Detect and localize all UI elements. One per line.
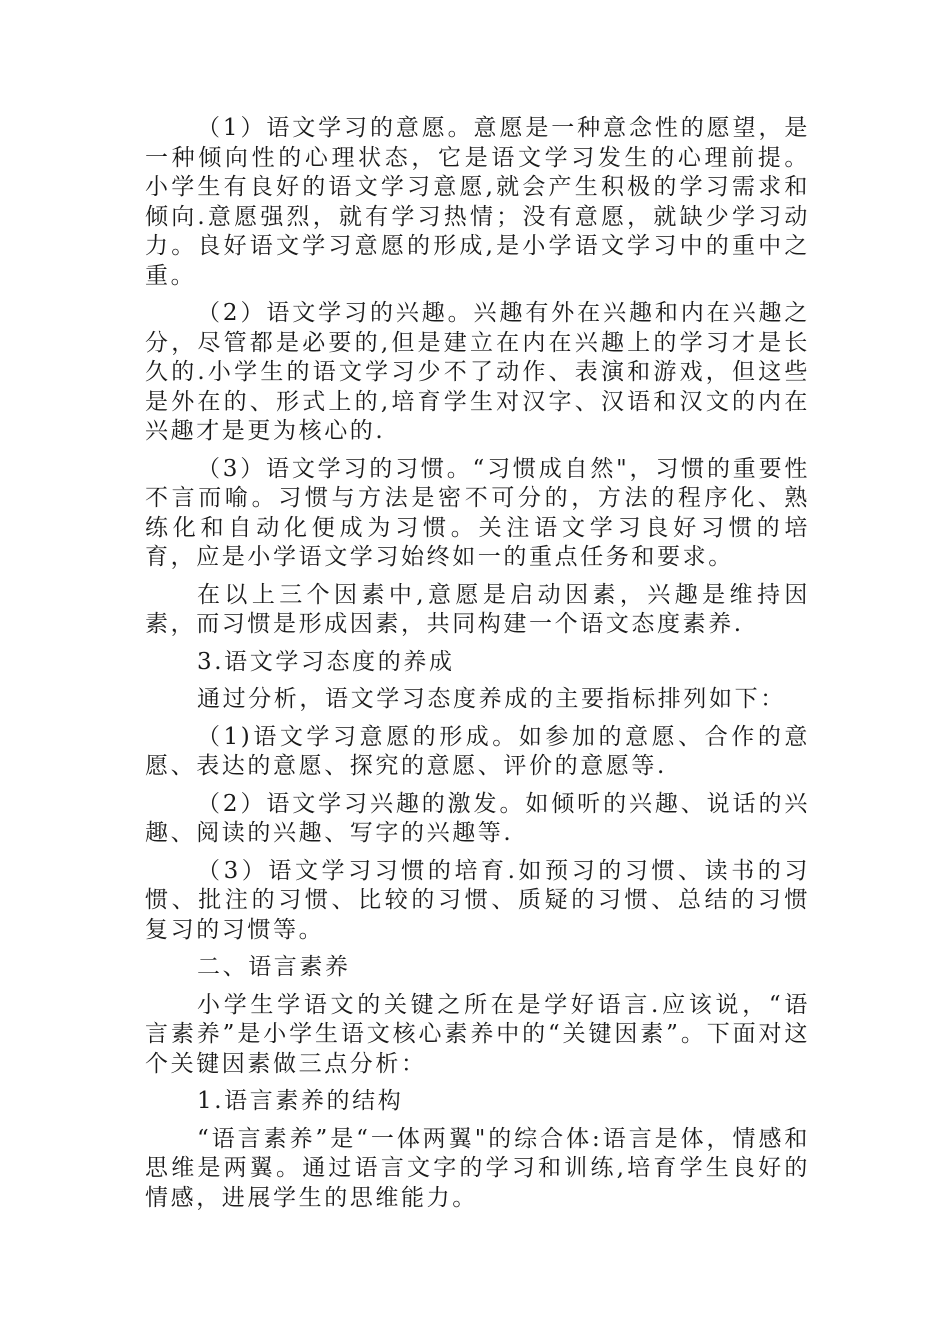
paragraph-willingness: （1）语文学习的意愿。意愿是一种意念性的愿望，是一种倾向性的心理状态，它是语文学习发生的心理前提。小学生有良好的语文学习意愿,就会产生积极的学习需求和倾向.意愿强烈，就有学习热情；没有意愿，就缺少学习动力。良好语文学习意愿的形成,是小学语文学习中的重中之重。 bbox=[145, 115, 810, 289]
paragraph-interest: （2）语文学习的兴趣。兴趣有外在兴趣和内在兴趣之分，尽管都是必要的,但是建立在内在兴趣上的学习才是长久的.小学生的语文学习少不了动作、表演和游戏，但这些是外在的、形式上的,培育学生对汉字、汉语和汉文的内在兴趣才是更为核心的. bbox=[145, 300, 810, 444]
paragraph-indicator-habit: （3）语文学习习惯的培育.如预习的习惯、读书的习惯、批注的习惯、比较的习惯、质疑的习惯、总结的习惯复习的习惯等。 bbox=[145, 857, 810, 943]
paragraph-indicators-intro: 通过分析，语文学习态度养成的主要指标排列如下： bbox=[197, 686, 786, 712]
paragraph-summary: 在以上三个因素中,意愿是启动因素，兴趣是维持因素，而习惯是形成因素，共同构建一个语文态度素养. bbox=[145, 581, 810, 637]
paragraph-indicator-interest: （2）语文学习兴趣的激发。如倾听的兴趣、说话的兴趣、阅读的兴趣、写字的兴趣等. bbox=[145, 790, 810, 846]
paragraph-habit: （3）语文学习的习惯。“习惯成自然"，习惯的重要性不言而喻。习惯与方法是密不可分的，方法的程序化、熟练化和自动化便成为习惯。关注语文学习良好习惯的培育，应是小学语文学习始终如一的重点任务和要求。 bbox=[145, 455, 810, 570]
section-heading-structure: 1.语言素养的结构 bbox=[197, 1088, 404, 1114]
paragraph-indicator-willingness: （1)语文学习意愿的形成。如参加的意愿、合作的意愿、表达的意愿、探究的意愿、评价的意愿等. bbox=[145, 723, 810, 779]
document-body bbox=[145, 114, 810, 1221]
section-heading-attitude: 3.语文学习态度的养成 bbox=[197, 648, 455, 675]
paragraph-structure: “语言素养”是“一体两翼"的综合体:语言是体，情感和思维是两翼。通过语言文字的学习和训练,培育学生良好的情感，进展学生的思维能力。 bbox=[145, 1125, 810, 1211]
section-heading-language: 二、语言素养 bbox=[197, 954, 351, 980]
paragraph-language-intro: 小学生学语文的关键之所在是学好语言.应该说，“语言素养”是小学生语文核心素养中的“关键因素”。下面对这个关键因素做三点分析： bbox=[145, 991, 810, 1077]
